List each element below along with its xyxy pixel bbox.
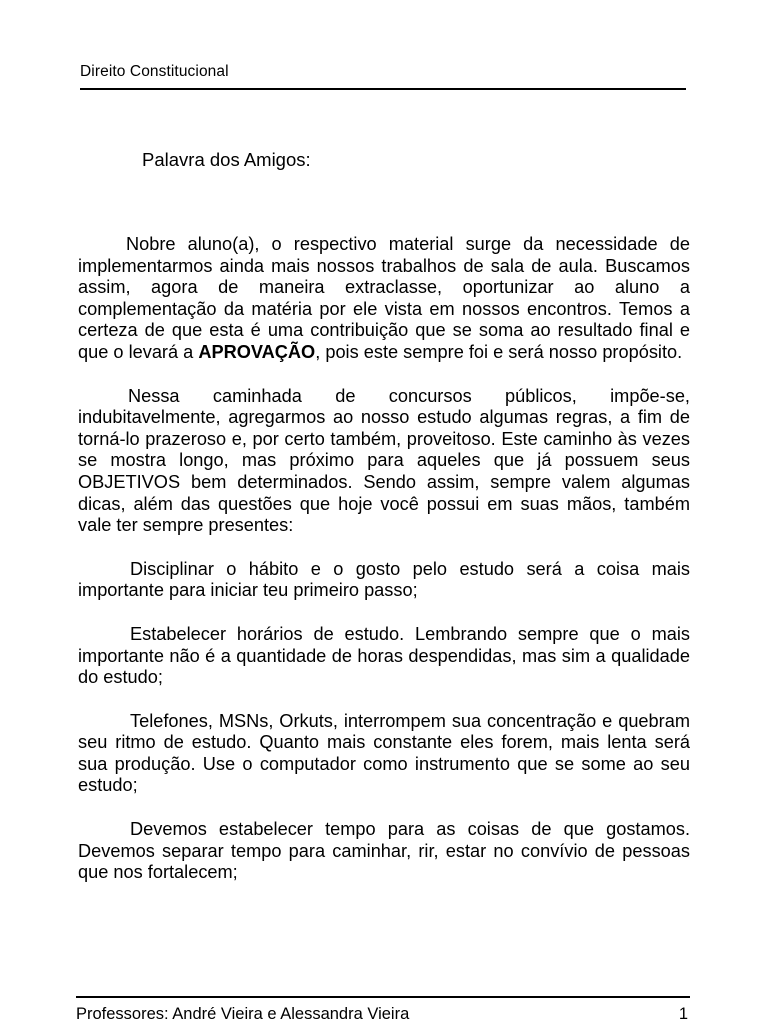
page-header: [80, 62, 686, 90]
document-body: [78, 234, 690, 884]
paragraph-intro-text-start: Nobre aluno(a), o respectivo material surge da necessidade de implementarmos ainda mais nossos trabalhos de sala de aula. Buscamos assim, agora de maneira extraclasse, oportunizar ao aluno a complementação da matéria por ele vista em nossos encontros. Temos a certeza de que esta é uma contribuição que se soma ao resultado final e que o levará a: [78, 234, 690, 362]
paragraph-intro-bold-word: APROVAÇÃO: [198, 341, 316, 362]
paragraph-intro: [78, 234, 690, 364]
page-number: 1: [678, 1005, 688, 1023]
paragraph-tempo: Devemos estabelecer tempo para as coisas de que gostamos. Devemos separar tempo para caminhar, rir, estar no convívio de pessoas que nos fortalecem;: [78, 819, 690, 883]
paragraph-intro-text-end: , pois este sempre foi e será nosso propósito.: [315, 341, 683, 362]
paragraph-disciplinar: Disciplinar o hábito e o gosto pelo estudo será a coisa mais importante para iniciar teu primeiro passo;: [78, 558, 690, 601]
paragraph-telefones: Telefones, MSNs, Orkuts, interrompem sua concentração e quebram seu ritmo de estudo. Quanto mais constante eles forem, mais lenta será sua produção. Use o computador como instrumento que se some ao seu estudo;: [78, 710, 690, 796]
paragraph-concursos: Nessa caminhada de concursos públicos, impõe-se, indubitavelmente, agregarmos ao nosso estudo algumas regras, a fim de torná-lo prazeroso e, por certo também, proveitoso. Este caminho às vezes se mostra longo, mas próximo para aqueles que já possuem seus OBJETIVOS bem determinados. Sendo assim, sempre valem algumas dicas, além das questões que hoje você possui em suas mãos, também vale ter sempre presentes:: [78, 385, 690, 536]
paragraph-horarios: Estabelecer horários de estudo. Lembrando sempre que o mais importante não é a quantidade de horas despendidas, mas sim a qualidade do estudo;: [78, 623, 690, 688]
header-title: Direito Constitucional: [80, 63, 229, 80]
page-footer: [76, 996, 690, 1026]
section-title: Palavra dos Amigos:: [142, 149, 311, 170]
footer-authors: Professores: André Vieira e Alessandra Vieira: [76, 1005, 410, 1023]
